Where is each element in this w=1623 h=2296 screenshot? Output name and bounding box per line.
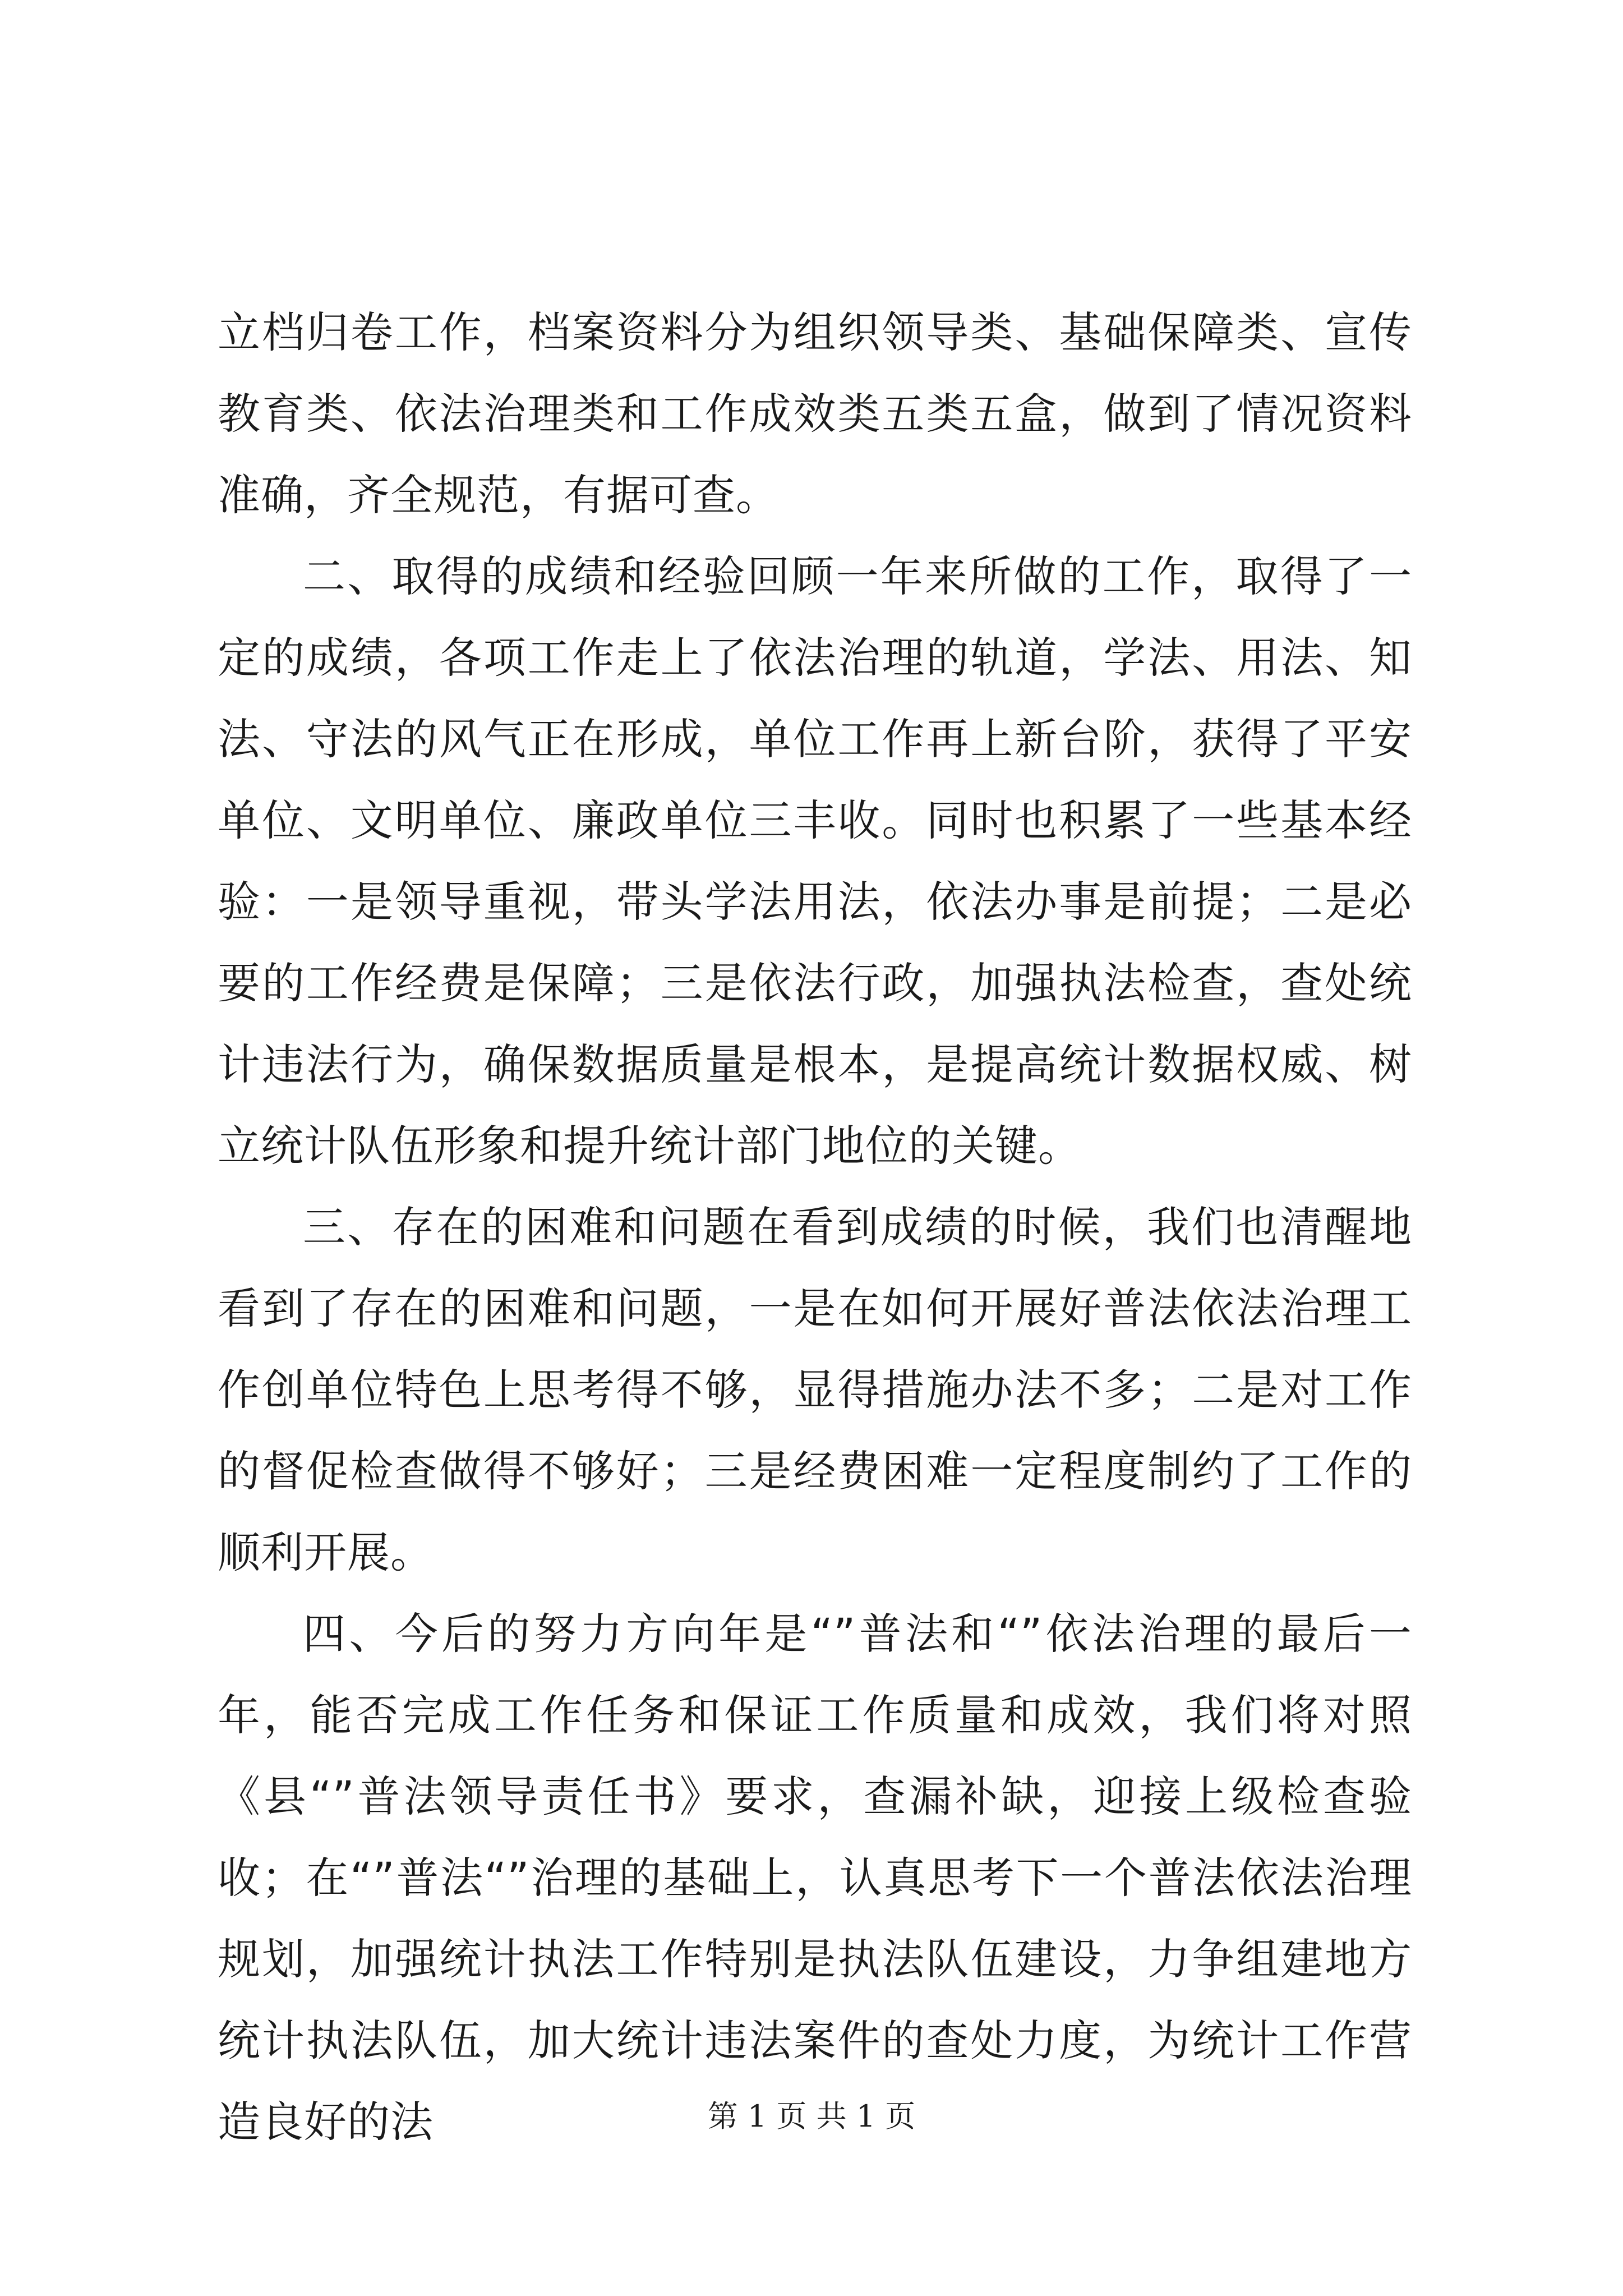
paragraph-problems: 三、存在的困难和问题在看到成绩的时候，我们也清醒地看到了存在的困难和问题，一是在如何开展好普法依法治理工作创单位特色上思考得不够，显得措施办法不多；二是对工作的督促检查做得不够好；三是经费困难一定程度制约了工作的顺利开展。 <box>218 1202 1412 1577</box>
document-body <box>218 292 1412 2162</box>
paragraph-continuation: 立档归卷工作，档案资料分为组织领导类、基础保障类、宣传教育类、依法治理类和工作成效类五类五盒，做到了情况资料准确，齐全规范，有据可查。 <box>218 307 1412 520</box>
paragraph-future-direction: 四、今后的努力方向年是“”普法和“”依法治理的最后一年，能否完成工作任务和保证工作质量和成效，我们将对照《县“”普法领导责任书》要求，查漏补缺，迎接上级检查验收；在“”普法“”治理的基础上，认真思考下一个普法依法治理规划，加强统计执法工作特别是执法队伍建设，力争组建地方统计执法队伍，加大统计违法案件的查处力度，为统计工作营造良好的法 <box>218 1609 1412 2147</box>
page-footer: 第 1 页 共 1 页 <box>707 2099 916 2134</box>
paragraph-achievements: 二、取得的成绩和经验回顾一年来所做的工作，取得了一定的成绩，各项工作走上了依法治理的轨道，学法、用法、知法、守法的风气正在形成，单位工作再上新台阶，获得了平安单位、文明单位、廉政单位三丰收。同时也积累了一些基本经验：一是领导重视，带头学法用法，依法办事是前提；二是必要的工作经费是保障；三是依法行政，加强执法检查，查处统计违法行为，确保数据质量是根本，是提高统计数据权威、树立统计队伍形象和提升统计部门地位的关键。 <box>218 551 1412 1171</box>
